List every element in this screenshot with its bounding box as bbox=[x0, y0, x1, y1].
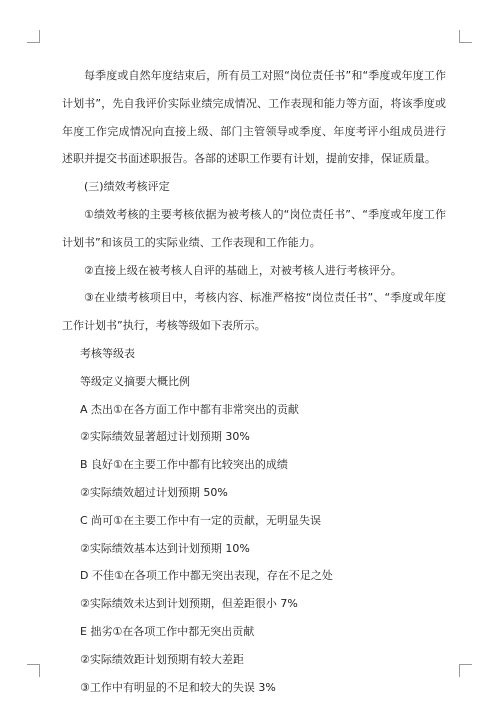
grade-e-line-3: ③工作中有明显的不足和较大的失误 3% bbox=[80, 680, 276, 694]
grade-d-line-2: ②实际绩效未达到计划预期，但差距很小 7% bbox=[80, 597, 298, 611]
table-header: 等级定义摘要大概比例 bbox=[80, 374, 190, 388]
crop-mark-bottom-right bbox=[459, 664, 472, 677]
crop-mark-bottom-left bbox=[27, 664, 40, 677]
grade-b-line-1: B 良好①在主要工作中都有比较突出的成绩 bbox=[80, 458, 288, 472]
grade-b-line-2: ②实际绩效超过计划预期 50% bbox=[80, 485, 228, 499]
grade-d-line-1: D 不佳①在各项工作中都无突出表现，存在不足之处 bbox=[80, 569, 333, 583]
grade-a-line-1: A 杰出①在各方面工作中都有非常突出的贡献 bbox=[80, 402, 299, 416]
grade-a-line-2: ②实际绩效显著超过计划预期 30% bbox=[80, 430, 250, 444]
table-title: 考核等级表 bbox=[80, 346, 135, 360]
document-body bbox=[62, 62, 446, 701]
intro-paragraph: 每季度或自然年度结束后，所有员工对照“岗位责任书”和“季度或年度工作计划书”，先自我评价实际业绩完成情况、工作表现和能力等方面，将该季度或年度工作完成情况向直接上级、部门主管领导或季度、年度考评小组成员进行述职并提交书面述职报告。各部的述职工作要有计划，提前安排，保证质量。 bbox=[62, 69, 446, 166]
grade-c-line-2: ②实际绩效基本达到计划预期 10% bbox=[80, 541, 250, 555]
grade-c-line-1: C 尚可①在主要工作中有一定的贡献，无明显失误 bbox=[80, 513, 322, 527]
criteria-paragraph-1: ①绩效考核的主要考核依据为被考核人的“岗位责任书”、“季度或年度工作计划书”和该员工的实际业绩、工作表现和工作能力。 bbox=[62, 207, 446, 249]
grade-e-line-1: E 拙劣①在各项工作中都无突出贡献 bbox=[80, 624, 255, 638]
criteria-paragraph-2: ②直接上级在被考核人自评的基础上，对被考核人进行考核评分。 bbox=[84, 263, 402, 277]
crop-mark-top-left bbox=[27, 30, 40, 43]
section-heading: (三)绩效考核评定 bbox=[84, 180, 170, 194]
crop-mark-top-right bbox=[459, 30, 472, 43]
criteria-paragraph-3: ③在业绩考核项目中，考核内容、标准严格按“岗位责任书”、“季度或年度工作计划书”执行，考核等级如下表所示。 bbox=[62, 291, 446, 333]
grade-e-line-2: ②实际绩效距计划预期有较大差距 bbox=[80, 652, 244, 666]
